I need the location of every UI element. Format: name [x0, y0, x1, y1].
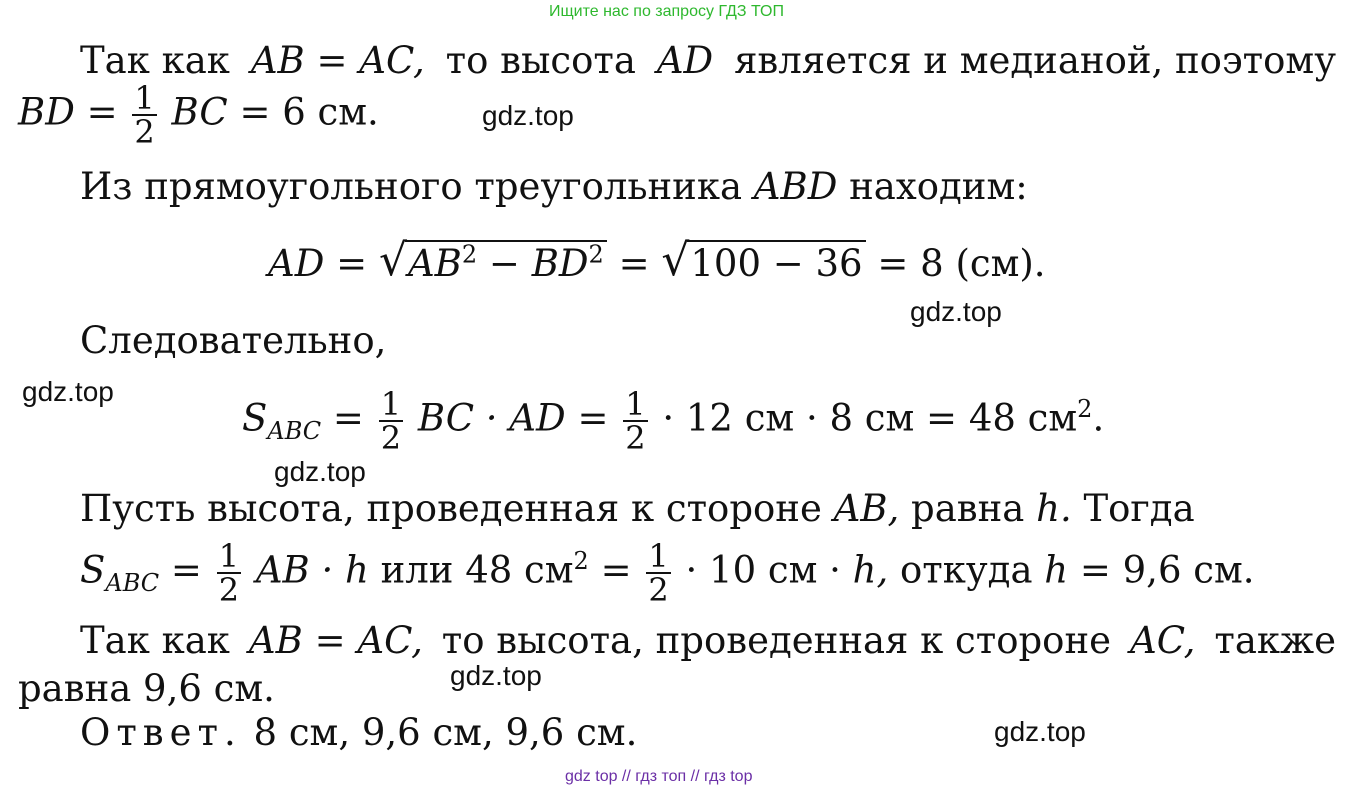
equals: = [600, 548, 632, 592]
line-5-text-b: равна [911, 487, 1025, 530]
line-5-text-c: Тогда [1083, 487, 1195, 530]
radicand-2: 100 − 36 [687, 240, 865, 285]
subscript-abc: ABC [267, 416, 322, 445]
fraction-denominator: 2 [648, 571, 669, 609]
radical-sign: √ [378, 235, 407, 286]
fraction-numerator: 1 [625, 385, 646, 423]
fraction-one-half [132, 79, 156, 151]
fraction-denominator: 2 [380, 419, 402, 457]
var-bd: BD [531, 242, 589, 285]
var-ab: AB [248, 619, 303, 662]
line-5-text-a: Пусть высота, проведенная к стороне [80, 487, 822, 530]
subscript-abc: ABC [105, 568, 160, 597]
var-h: h, [852, 548, 889, 592]
line-1 [80, 39, 1336, 82]
watermark: gdz.top [450, 660, 542, 691]
line-1-text-a: Так как [80, 39, 230, 82]
var-bc: BC [171, 90, 228, 134]
equals: = [336, 242, 368, 285]
line-8: равна 9,6 см. [18, 667, 275, 710]
radicand-1 [405, 240, 607, 285]
watermark: gdz.top [994, 716, 1086, 747]
answer-label: Ответ. [80, 711, 242, 754]
fraction-denominator: 2 [625, 419, 646, 457]
equals: = [332, 396, 364, 440]
fraction-one-half [379, 385, 403, 457]
var-ac: AC, [1129, 619, 1196, 662]
var-abd: ABD [753, 165, 838, 208]
line-7-text-c: также [1214, 619, 1336, 662]
line-2 [18, 79, 379, 151]
answer-value: 8 см, 9,6 см, 9,6 см. [253, 711, 638, 754]
period: . [1092, 396, 1105, 440]
line-7 [80, 619, 1336, 662]
watermark: gdz.top [274, 456, 366, 487]
var-s: S [242, 396, 268, 440]
equation-area-rest: · 12 см · 8 см = 48 см [662, 396, 1078, 440]
var-ab-h: AB · h [255, 548, 369, 592]
equals: = [577, 396, 609, 440]
exponent: 2 [1077, 395, 1093, 424]
line-1-text-b: то высота [445, 39, 636, 82]
exponent: 2 [573, 547, 589, 576]
equals: = [86, 90, 118, 134]
equals: = [316, 39, 348, 82]
sqrt-1 [378, 235, 607, 286]
exponent: 2 [461, 240, 478, 269]
line-1-eq [250, 39, 425, 82]
equation-ad [268, 235, 1046, 286]
var-bd: BD [18, 90, 75, 134]
fraction-one-half [623, 385, 647, 457]
line-6 [80, 537, 1255, 609]
line-6-text-c: откуда [900, 548, 1033, 592]
var-ad: AD [656, 39, 714, 82]
var-ab: AB [250, 39, 305, 82]
fraction-one-half [217, 537, 241, 609]
fraction-denominator: 2 [218, 571, 240, 609]
minus: − [488, 242, 520, 285]
bottom-banner[interactable]: gdz top // гдз топ // гдз top [565, 768, 753, 785]
line-5 [80, 487, 1195, 530]
var-ac: AC, [357, 619, 423, 662]
watermark: gdz.top [482, 100, 574, 131]
var-ab: AB [407, 242, 462, 285]
watermark: gdz.top [22, 376, 114, 407]
var-ac: AC, [359, 39, 425, 82]
line-3-text-a: Из прямоугольного треугольника [80, 165, 743, 208]
equation-ad-rest: = 8 (см). [877, 242, 1046, 285]
var-h: h. [1036, 487, 1072, 530]
line-7-text-a: Так как [80, 619, 230, 662]
watermark: gdz.top [910, 296, 1002, 327]
var-ad: AD [268, 242, 325, 285]
exponent: 2 [588, 240, 604, 269]
line-6-text-a: или 48 см [380, 548, 574, 592]
line-2-rest: = 6 см. [239, 90, 379, 134]
var-h: h [1044, 548, 1069, 592]
line-3 [80, 165, 1028, 208]
fraction-numerator: 1 [380, 385, 402, 423]
fraction-one-half [646, 537, 670, 609]
answer-line [80, 711, 638, 754]
fraction-numerator: 1 [648, 537, 669, 575]
line-7-eq [248, 619, 423, 662]
var-bc-ad: BC · AD [417, 396, 566, 440]
line-7-text-b: то высота, проведенная к стороне [441, 619, 1112, 662]
line-3-text-b: находим: [849, 165, 1028, 208]
var-s: S [80, 548, 106, 592]
var-ab: AB, [833, 487, 900, 530]
line-4: Следовательно, [80, 319, 387, 362]
equation-area [242, 385, 1105, 457]
line-1-text-c: является и медианой, поэтому [734, 39, 1336, 82]
line-6-text-b: · 10 см · [685, 548, 841, 592]
top-banner[interactable]: Ищите нас по запросу ГДЗ ТОП [549, 3, 784, 20]
fraction-numerator: 1 [218, 537, 240, 575]
equals: = [618, 242, 650, 285]
equals: = [314, 619, 346, 662]
sqrt-2 [661, 235, 865, 286]
fraction-numerator: 1 [134, 79, 155, 117]
radical-sign: √ [661, 235, 690, 286]
equals: = [170, 548, 202, 592]
fraction-denominator: 2 [134, 113, 155, 151]
line-6-text-d: = 9,6 см. [1079, 548, 1255, 592]
